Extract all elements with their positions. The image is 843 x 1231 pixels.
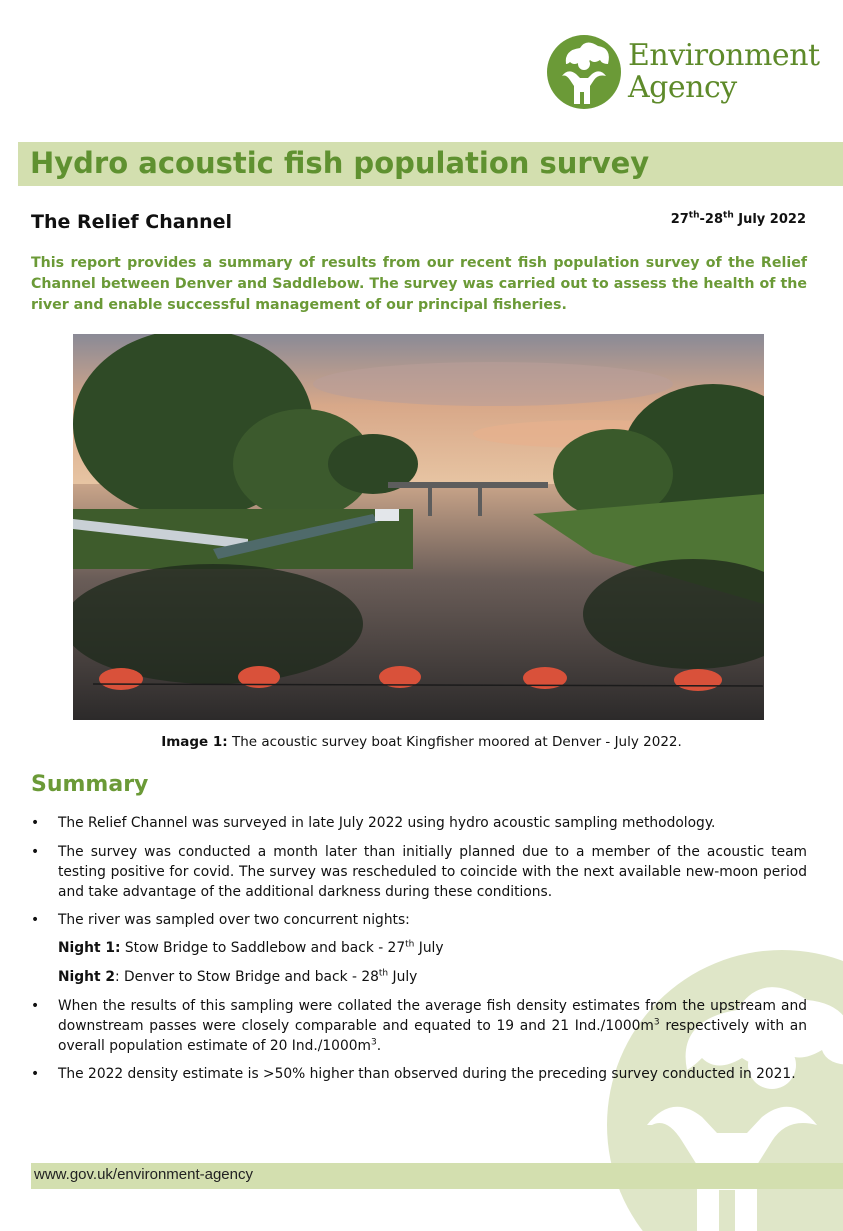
environment-agency-logo <box>546 34 836 114</box>
bullet-icon: • <box>31 998 40 1014</box>
bullet-icon: • <box>31 815 40 831</box>
bullet-icon: • <box>31 912 40 928</box>
list-item: • The river was sampled over two concurrent nights: <box>31 912 410 928</box>
night-1: Night 1: Stow Bridge to Saddlebow and back - 27th July <box>58 939 444 956</box>
bullet-icon: • <box>31 844 40 860</box>
list-item: • The 2022 density estimate is >50% higher than observed during the preceding survey conducted in 2021. <box>31 1066 796 1082</box>
page-title: Hydro acoustic fish population survey <box>30 146 650 180</box>
summary-list <box>31 813 807 1084</box>
list-item: • When the results of this sampling were collated the average fish density estimates from the upstream and downstream passes were closely comparable and equated to 19 and 21 $Ind./1000m^3$ respectively with an overall population estimate of 20 $Ind./1000m^3$. <box>31 998 807 1054</box>
intro-paragraph: This report provides a summary of results from our recent fish population survey of the Relief Channel between Denver and Saddlebow. The survey was carried out to assess the health of the river and enable successful management of our principal fisheries. <box>31 255 807 313</box>
footer-url-link[interactable]: www.gov.uk/environment-agency <box>34 1166 253 1183</box>
list-item: • The Relief Channel was surveyed in late July 2022 using hydro acoustic sampling methodology. <box>31 815 716 831</box>
summary-heading: Summary <box>31 772 149 797</box>
environment-agency-tree-icon <box>546 34 622 110</box>
subtitle: The Relief Channel <box>31 211 233 233</box>
night-2: Night 2: Denver to Stow Bridge and back - 28th July <box>58 968 418 985</box>
logo-line-agency: Agency <box>628 70 737 105</box>
survey-photo <box>73 334 764 720</box>
bullet-icon: • <box>31 1066 40 1082</box>
image-caption: Image 1: The acoustic survey boat Kingfisher moored at Denver - July 2022. <box>161 734 682 750</box>
logo-text <box>628 40 820 104</box>
footer-band <box>31 1163 843 1189</box>
list-item: • The survey was conducted a month later than initially planned due to a member of the acoustic team testing positive for covid. The survey was rescheduled to coincide with the next available new-moon period and take advantage of the additional darkness during these conditions. <box>31 844 807 900</box>
title-band <box>18 142 843 186</box>
survey-date: 27th-28th July 2022 <box>670 210 806 227</box>
logo-line-environment: Environment <box>628 38 820 73</box>
